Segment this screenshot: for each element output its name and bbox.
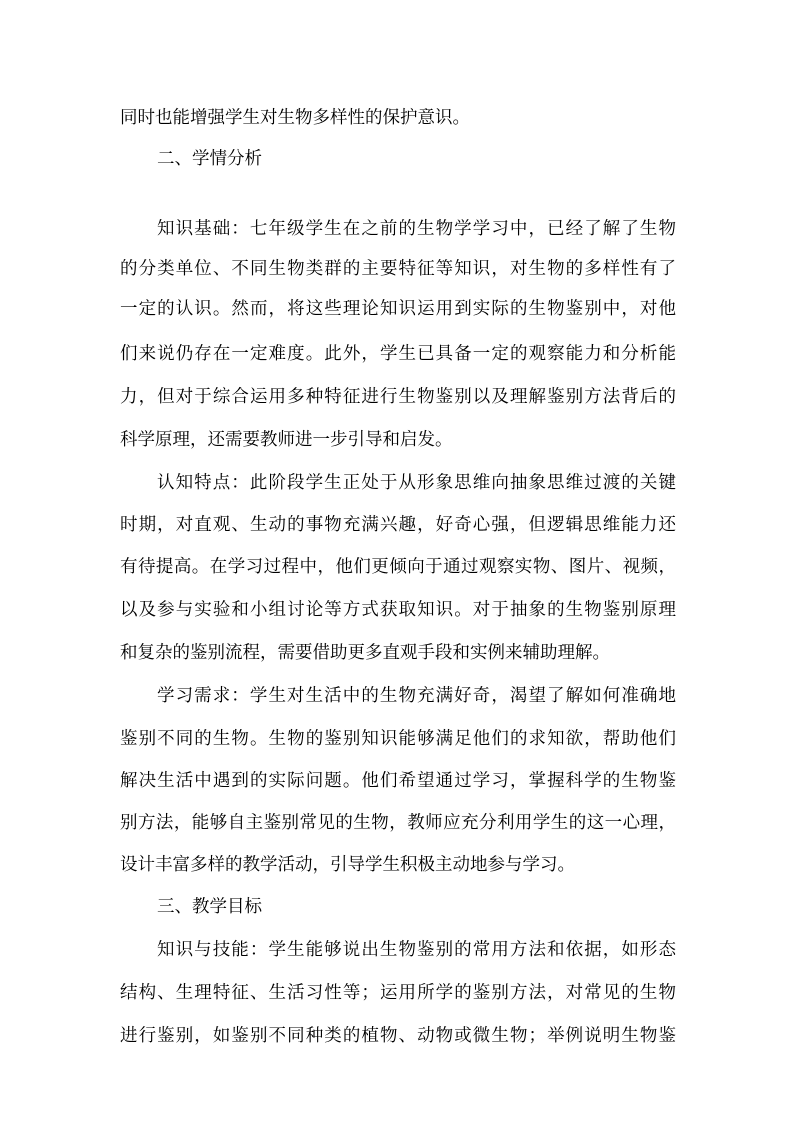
section-heading: 二、学情分析 <box>157 149 262 169</box>
text-line: 认知特点：此阶段学生正处于从形象思维向抽象思维过渡的关键 <box>157 473 676 493</box>
text-line: 的分类单位、不同生物类群的主要特征等知识，对生物的多样性有了 <box>120 259 676 279</box>
text-line: 进行鉴别，如鉴别不同种类的植物、动物或微生物；举例说明生物鉴 <box>120 1026 676 1046</box>
text-line: 以及参与实验和小组讨论等方式获取知识。对于抽象的生物鉴别原理 <box>120 600 676 620</box>
text-line: 力，但对于综合运用多种特征进行生物鉴别以及理解鉴别方法背后的 <box>120 387 676 407</box>
text-line: 结构、生理特征、生活习性等；运用所学的鉴别方法，对常见的生物 <box>120 983 676 1003</box>
text-line: 时期，对直观、生动的事物充满兴趣，好奇心强，但逻辑思维能力还 <box>120 515 676 535</box>
text-line: 别方法，能够自主鉴别常见的生物，教师应充分利用学生的这一心理， <box>120 813 676 833</box>
text-line: 一定的认识。然而，将这些理论知识运用到实际的生物鉴别中，对他 <box>120 299 676 319</box>
text-line: 同时也能增强学生对生物多样性的保护意识。 <box>120 108 470 128</box>
text-line: 知识与技能：学生能够说出生物鉴别的常用方法和依据，如形态 <box>157 940 676 960</box>
text-line: 设计丰富多样的教学活动，引导学生积极主动地参与学习。 <box>120 855 575 875</box>
text-line: 鉴别不同的生物。生物的鉴别知识能够满足他们的求知欲，帮助他们 <box>120 729 676 749</box>
text-line: 解决生活中遇到的实际问题。他们希望通过学习，掌握科学的生物鉴 <box>120 771 676 791</box>
section-heading: 三、教学目标 <box>157 897 262 917</box>
text-line: 和复杂的鉴别流程，需要借助更多直观手段和实例来辅助理解。 <box>120 643 610 663</box>
text-line: 知识基础：七年级学生在之前的生物学学习中，已经了解了生物 <box>157 219 676 239</box>
text-line: 们来说仍存在一定难度。此外，学生已具备一定的观察能力和分析能 <box>120 344 676 364</box>
text-line: 有待提高。在学习过程中，他们更倾向于通过观察实物、图片、视频， <box>120 557 676 577</box>
text-line: 科学原理，还需要教师进一步引导和启发。 <box>120 430 453 450</box>
text-line: 学习需求：学生对生活中的生物充满好奇，渴望了解如何准确地 <box>157 686 676 706</box>
